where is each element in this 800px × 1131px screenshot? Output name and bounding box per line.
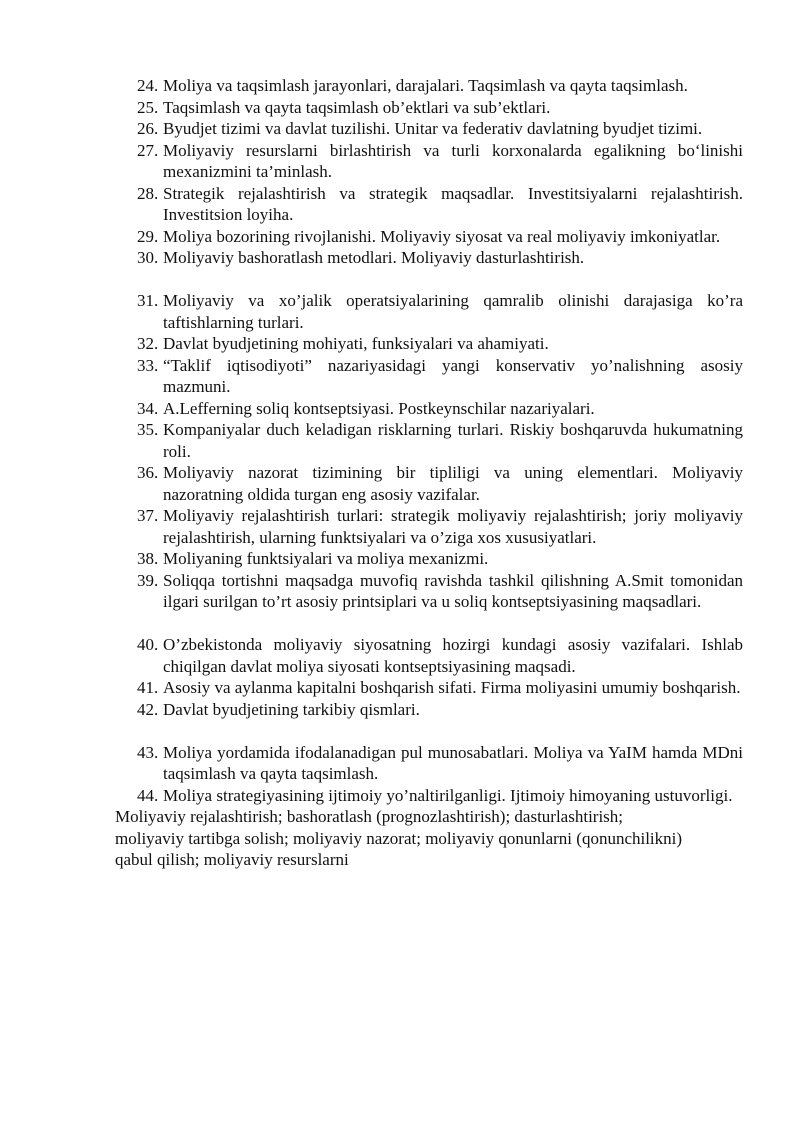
list-item-text: Moliyaning funktsiyalari va moliya mexanizmi. [163,549,489,568]
list-item-28: 28. Strategik rejalashtirish va strategik maqsadlar. Investitsiyalarni rejalashtirish. Investitsion loyiha. [137,183,743,224]
list-item-29: 29. Moliya bozorining rivojlanishi. Moliyaviy siyosat va real moliyaviy imkoniyatlar. [115,226,743,248]
list-item-text: Moliya yordamida ifodalanadigan pul munosabatlari. Moliya va YaIM hamda MDni taqsimlash va qayta taqsimlash. [163,742,743,783]
list-item-text: Soliqqa tortishni maqsadga muvofiq ravishda tashkil qilishning A.Smit tomonidan ilgari surilgan to’rt asosiy printsiplari va u soliq kontseptsiyasining maqsadlari. [163,570,743,611]
list-item-32: 32. Davlat byudjetining mohiyati, funksiyalari va ahamiyati. [115,333,743,355]
list-item-text: Kompaniyalar duch keladigan risklarning turlari. Riskiy boshqaruvda hukumatning roli. [163,420,743,461]
list-item-39: 39. Soliqqa tortishni maqsadga muvofiq ravishda tashkil qilishning A.Smit tomonidan ilgari surilgan to’rt asosiy printsiplari va u soliq kontseptsiyasining maqsadlari. [137,570,743,611]
list-item-text: Davlat byudjetining mohiyati, funksiyalari va ahamiyati. [163,334,549,353]
paragraph-gap [115,269,743,291]
list-item-text: Davlat byudjetining tarkibiy qismlari. [163,699,420,719]
list-item-38: 38. Moliyaning funktsiyalari va moliya mexanizmi. [115,548,743,570]
closing-line-3: qabul qilish; moliyaviy resurslarni [115,850,349,869]
paragraph-gap [115,720,743,742]
list-item-27: 27. Moliyaviy resurslarni birlashtirish va turli korxonalarda egalikning bo‘linishi mexanizmini ta’minlash. [137,140,743,181]
list-item-43: 43. Moliya yordamida ifodalanadigan pul munosabatlari. Moliya va YaIM hamda MDni taqsimlash va qayta taqsimlash. [137,742,743,783]
list-item-text: Moliya bozorining rivojlanishi. Moliyaviy siyosat va real moliyaviy imkoniyatlar. [163,226,721,246]
list-item-30: 30. Moliyaviy bashoratlash metodlari. Moliyaviy dasturlashtirish. [115,247,743,269]
closing-paragraph [115,806,743,871]
list-item-36: 36. Moliyaviy nazorat tizimining bir tipliligi va uning elementlari. Moliyaviy nazoratning oldida turgan eng asosiy vazifalar. [137,463,743,504]
list-item-37: 37. Moliyaviy rejalashtirish turlari: strategik moliyaviy rejalashtirish; joriy moliyaviy rejalashtirish, ularning funktsiyalari va o’ziga xos xususiyatlari. [137,506,743,547]
list-item-text: Moliyaviy nazorat tizimining bir tipliligi va uning elementlari. Moliyaviy nazoratning oldida turgan eng asosiy vazifalar. [163,463,743,504]
list-item-text: Strategik rejalashtirish va strategik maqsadlar. Investitsiyalarni rejalashtirish. Investitsion loyiha. [163,183,743,224]
list-item-text: Asosiy va aylanma kapitalni boshqarish sifati. Firma moliyasini umumiy boshqarish. [163,678,741,697]
closing-line-1: Moliyaviy rejalashtirish; bashoratlash (prognozlashtirish); dasturlashtirish; [115,807,624,826]
closing-line-2: moliyaviy tartibga solish; moliyaviy nazorat; moliyaviy qonunlarni (qonunchilikni) [115,828,683,848]
list-item-text: Byudjet tizimi va davlat tuzilishi. Unitar va federativ davlatning byudjet tizimi. [163,119,703,138]
list-item-text: Taqsimlash va qayta taqsimlash ob’ektlari va sub’ektlari. [163,97,551,117]
list-item-35: 35. Kompaniyalar duch keladigan risklarning turlari. Riskiy boshqaruvda hukumatning roli. [137,420,743,461]
list-item-text: Moliya va taqsimlash jarayonlari, darajalari. Taqsimlash va qayta taqsimlash. [163,76,688,95]
list-item-44: 44. Moliya strategiyasining ijtimoiy yo’naltirilganligi. Ijtimoiy himoyaning ustuvorligi. [115,785,743,807]
list-item-40: 40. O’zbekistonda moliyaviy siyosatning hozirgi kundagi asosiy vazifalari. Ishlab chiqilgan davlat moliya siyosati kontseptsiyasining maqsadi. [137,635,743,676]
list-item-24: 24. Moliya va taqsimlash jarayonlari, darajalari. Taqsimlash va qayta taqsimlash. [115,75,743,97]
list-item-text: Moliyaviy rejalashtirish turlari: strategik moliyaviy rejalashtirish; joriy moliyaviy rejalashtirish, ularning funktsiyalari va o’ziga xos xususiyatlari. [163,506,743,547]
list-item-text: O’zbekistonda moliyaviy siyosatning hozirgi kundagi asosiy vazifalari. Ishlab chiqilgan davlat moliya siyosati kontseptsiyasining maqsadi. [163,635,743,676]
list-item-34: 34. A.Lefferning soliq kontseptsiyasi. Postkeynschilar nazariyalari. [115,398,743,420]
list-item-text: A.Lefferning soliq kontseptsiyasi. Postkeynschilar nazariyalari. [163,398,595,418]
list-item-25: 25. Taqsimlash va qayta taqsimlash ob’ektlari va sub’ektlari. [115,97,743,119]
list-item-text: “Taklif iqtisodiyoti” nazariyasidagi yangi konservativ yo’nalishning asosiy mazmuni. [163,355,743,396]
list-item-42: 42. Davlat byudjetining tarkibiy qismlari. [115,699,743,721]
list-item-33: 33. “Taklif iqtisodiyoti” nazariyasidagi yangi konservativ yo’nalishning asosiy mazmuni. [137,355,743,396]
list-item-text: Moliyaviy resurslarni birlashtirish va turli korxonalarda egalikning bo‘linishi mexanizmini ta’minlash. [163,140,743,181]
list-item-text: Moliya strategiyasining ijtimoiy yo’naltirilganligi. Ijtimoiy himoyaning ustuvorligi. [163,785,733,805]
paragraph-gap [115,613,743,635]
list-item-31: 31. Moliyaviy va xo’jalik operatsiyalarining qamralib olinishi darajasiga ko’ra taftishlarning turlari. [137,291,743,332]
list-item-text: Moliyaviy va xo’jalik operatsiyalarining qamralib olinishi darajasiga ko’ra taftishlarning turlari. [163,291,743,332]
list-item-text: Moliyaviy bashoratlash metodlari. Moliyaviy dasturlashtirish. [163,248,585,267]
document-page [115,75,743,871]
list-item-41: 41. Asosiy va aylanma kapitalni boshqarish sifati. Firma moliyasini umumiy boshqarish. [115,677,743,699]
list-item-26: 26. Byudjet tizimi va davlat tuzilishi. Unitar va federativ davlatning byudjet tizimi. [115,118,743,140]
